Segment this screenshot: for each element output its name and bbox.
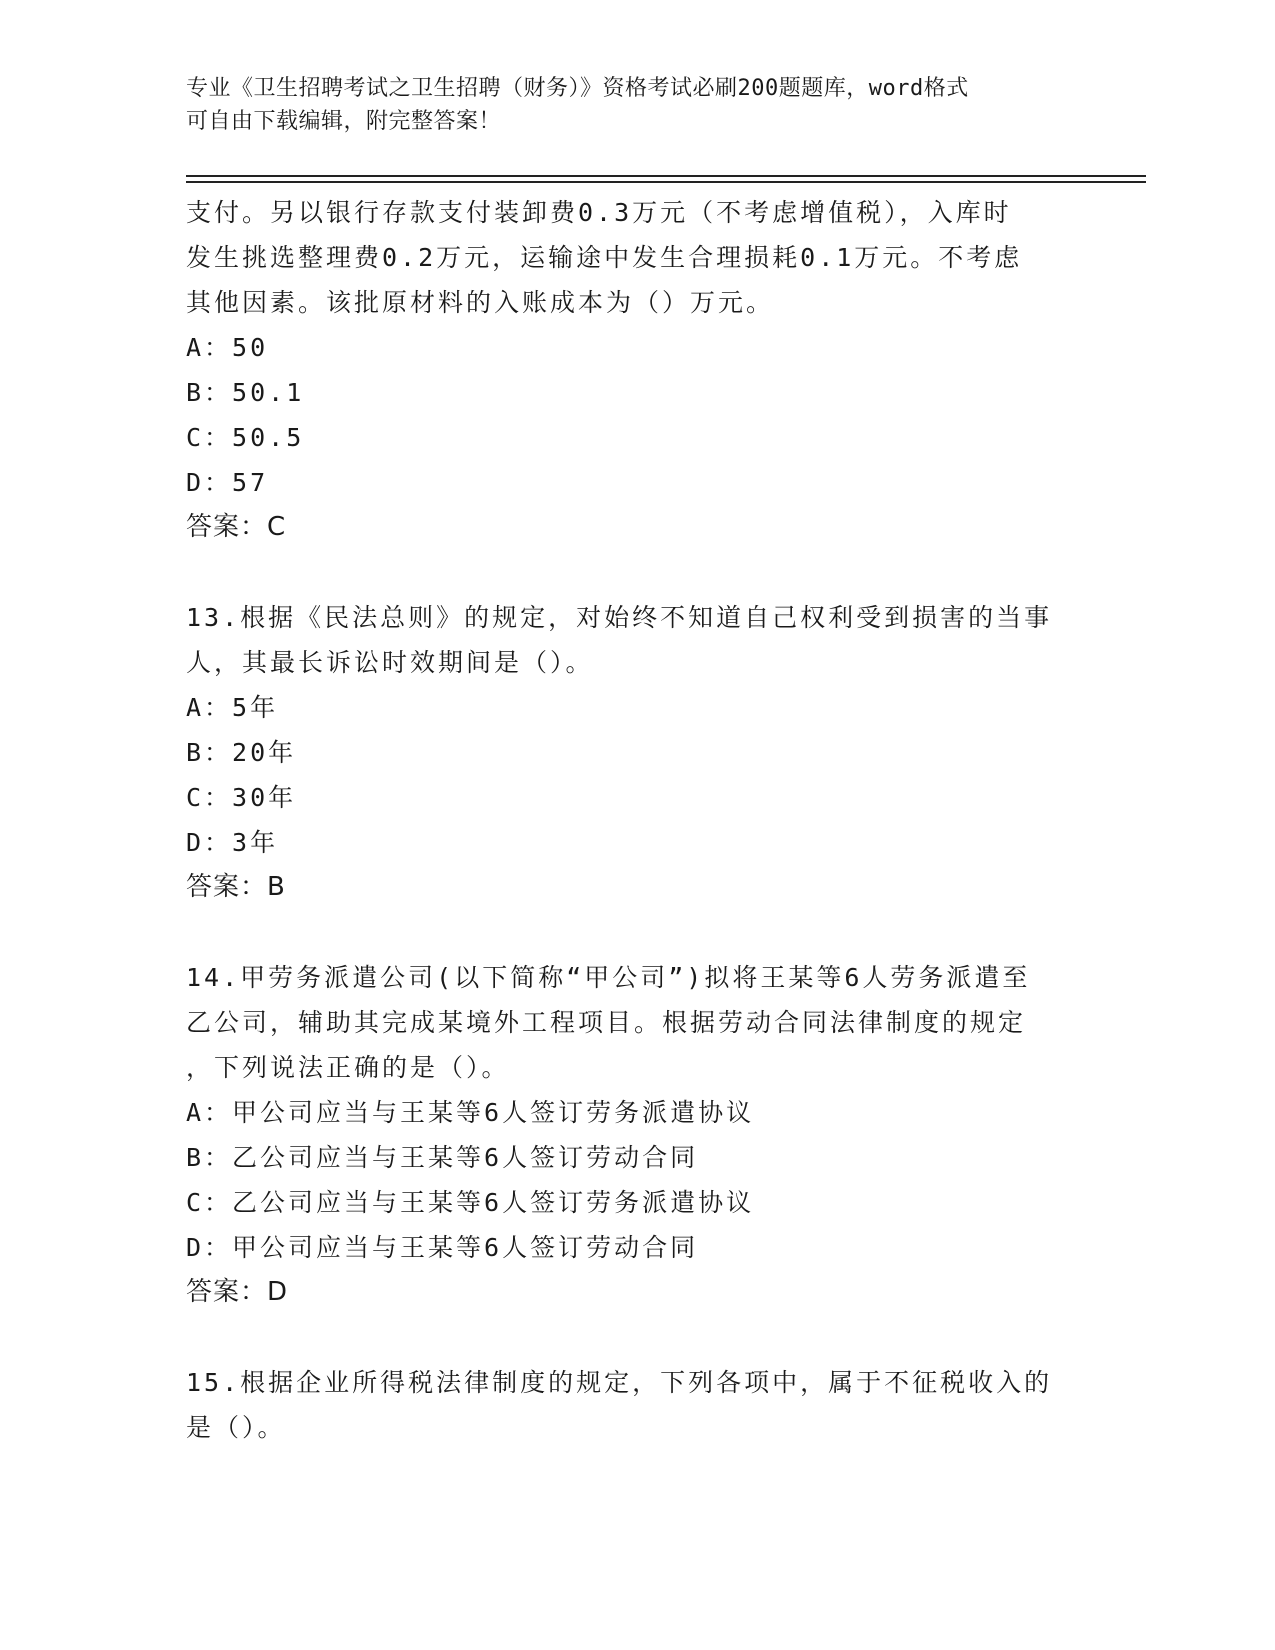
header-line: 可自由下载编辑，附完整答案！ bbox=[186, 109, 502, 134]
question-stem-line: 人，其最长诉讼时效期间是（）。 bbox=[186, 648, 594, 677]
question-stem-line: 15.根据企业所得税法律制度的规定，下列各项中，属于不征税收入的 bbox=[186, 1368, 1053, 1397]
question-14 bbox=[186, 955, 1086, 1315]
answer-line: 答案：D bbox=[186, 1277, 289, 1307]
option-d: D：甲公司应当与王某等6人签订劳动合同 bbox=[186, 1233, 699, 1262]
header-divider-bottom bbox=[186, 181, 1146, 183]
question-stem-line: 14.甲劳务派遣公司(以下简称“甲公司”)拟将王某等6人劳务派遣至 bbox=[186, 963, 1031, 992]
option-d: D：3年 bbox=[186, 828, 279, 857]
question-15 bbox=[186, 1360, 1086, 1450]
option-c: C：50.5 bbox=[186, 423, 305, 452]
option-c: C：30年 bbox=[186, 783, 297, 812]
option-d: D：57 bbox=[186, 468, 269, 497]
header-divider-top bbox=[186, 175, 1146, 177]
question-stem-line: 发生挑选整理费0.2万元，运输途中发生合理损耗0.1万元。不考虑 bbox=[186, 243, 1023, 272]
option-a: A：50 bbox=[186, 333, 269, 362]
page-header bbox=[186, 72, 1066, 138]
option-a: A：甲公司应当与王某等6人签订劳务派遣协议 bbox=[186, 1098, 755, 1127]
question-stem-line: 支付。另以银行存款支付装卸费0.3万元（不考虑增值税），入库时 bbox=[186, 198, 1012, 227]
question-stem-line: 其他因素。该批原材料的入账成本为（）万元。 bbox=[186, 288, 775, 317]
question-list bbox=[186, 190, 1086, 1450]
question-stem-line: ，下列说法正确的是（）。 bbox=[186, 1053, 510, 1082]
question-13 bbox=[186, 595, 1086, 910]
question-stem-line: 13.根据《民法总则》的规定，对始终不知道自己权利受到损害的当事 bbox=[186, 603, 1053, 632]
option-b: B：50.1 bbox=[186, 378, 305, 407]
option-c: C：乙公司应当与王某等6人签订劳务派遣协议 bbox=[186, 1188, 755, 1217]
question-12 bbox=[186, 190, 1086, 550]
question-stem-line: 是（）。 bbox=[186, 1413, 286, 1442]
header-line: 专业《卫生招聘考试之卫生招聘（财务）》资格考试必刷200题题库，word格式 bbox=[186, 76, 969, 101]
answer-line: 答案：B bbox=[186, 872, 286, 902]
question-stem-line: 乙公司，辅助其完成某境外工程项目。根据劳动合同法律制度的规定 bbox=[186, 1008, 1027, 1037]
option-b: B：乙公司应当与王某等6人签订劳动合同 bbox=[186, 1143, 699, 1172]
option-b: B：20年 bbox=[186, 738, 297, 767]
option-a: A：5年 bbox=[186, 693, 279, 722]
answer-line: 答案：C bbox=[186, 512, 287, 542]
